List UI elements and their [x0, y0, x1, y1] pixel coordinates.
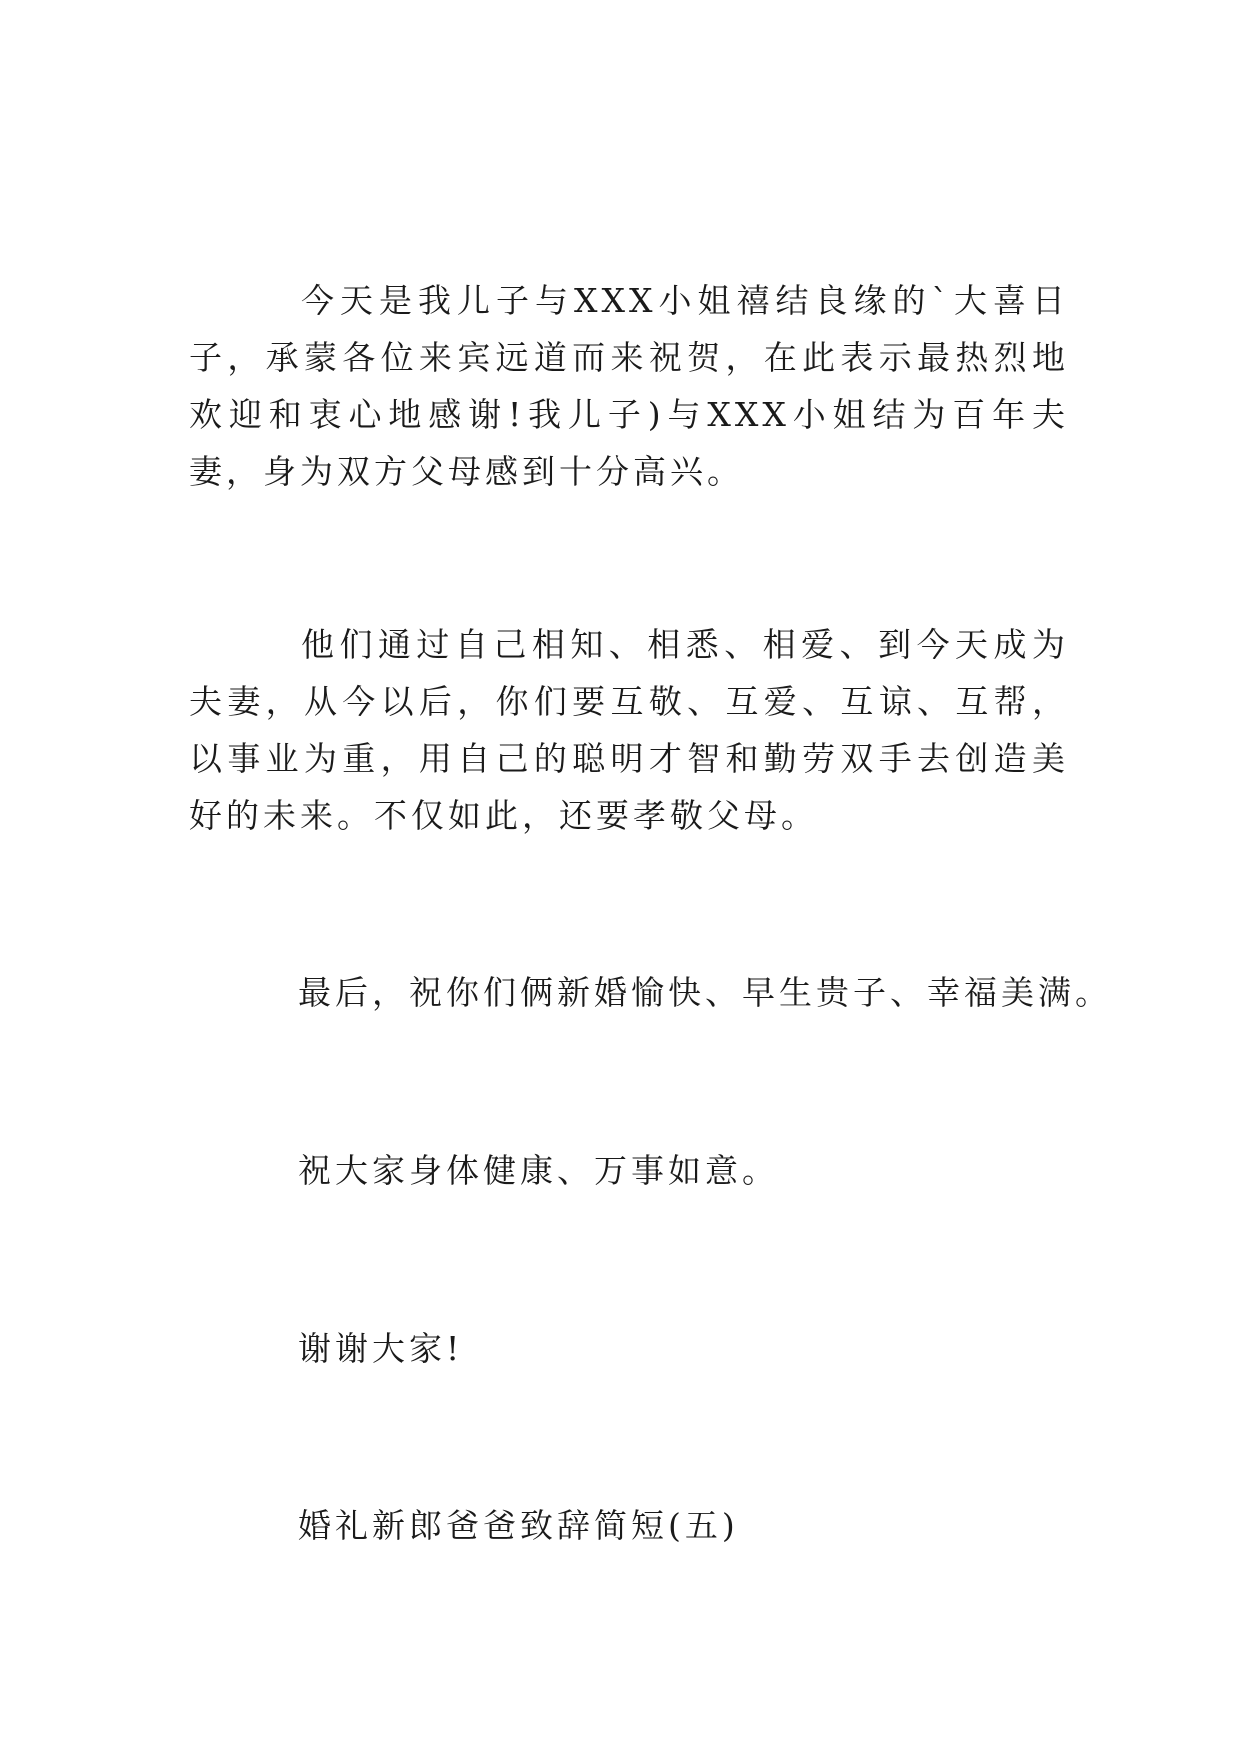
paragraph-advice: 他们通过自己相知、相悉、相爱、到今天成为夫妻，从今以后，你们要互敬、互爱、互谅、互帮，以事业为重，用自己的聪明才智和勤劳双手去创造美好的未来。不仅如此，还要孝敬父母。: [189, 625, 1069, 835]
paragraph-thanks: 谢谢大家!: [298, 1329, 464, 1368]
section-heading: 婚礼新郎爸爸致辞简短(五): [298, 1506, 739, 1545]
paragraph-welcome: 今天是我儿子与XXX小姐禧结良缘的`大喜日子，承蒙各位来宾远道而来祝贺，在此表示最热烈地欢迎和衷心地感谢!我儿子)与XXX小姐结为百年夫妻，身为双方父母感到十分高兴。: [189, 281, 1069, 491]
paragraph-wishes: 祝大家身体健康、万事如意。: [298, 1151, 779, 1190]
paragraph-blessing: 最后，祝你们俩新婚愉快、早生贵子、幸福美满。: [298, 973, 1112, 1012]
